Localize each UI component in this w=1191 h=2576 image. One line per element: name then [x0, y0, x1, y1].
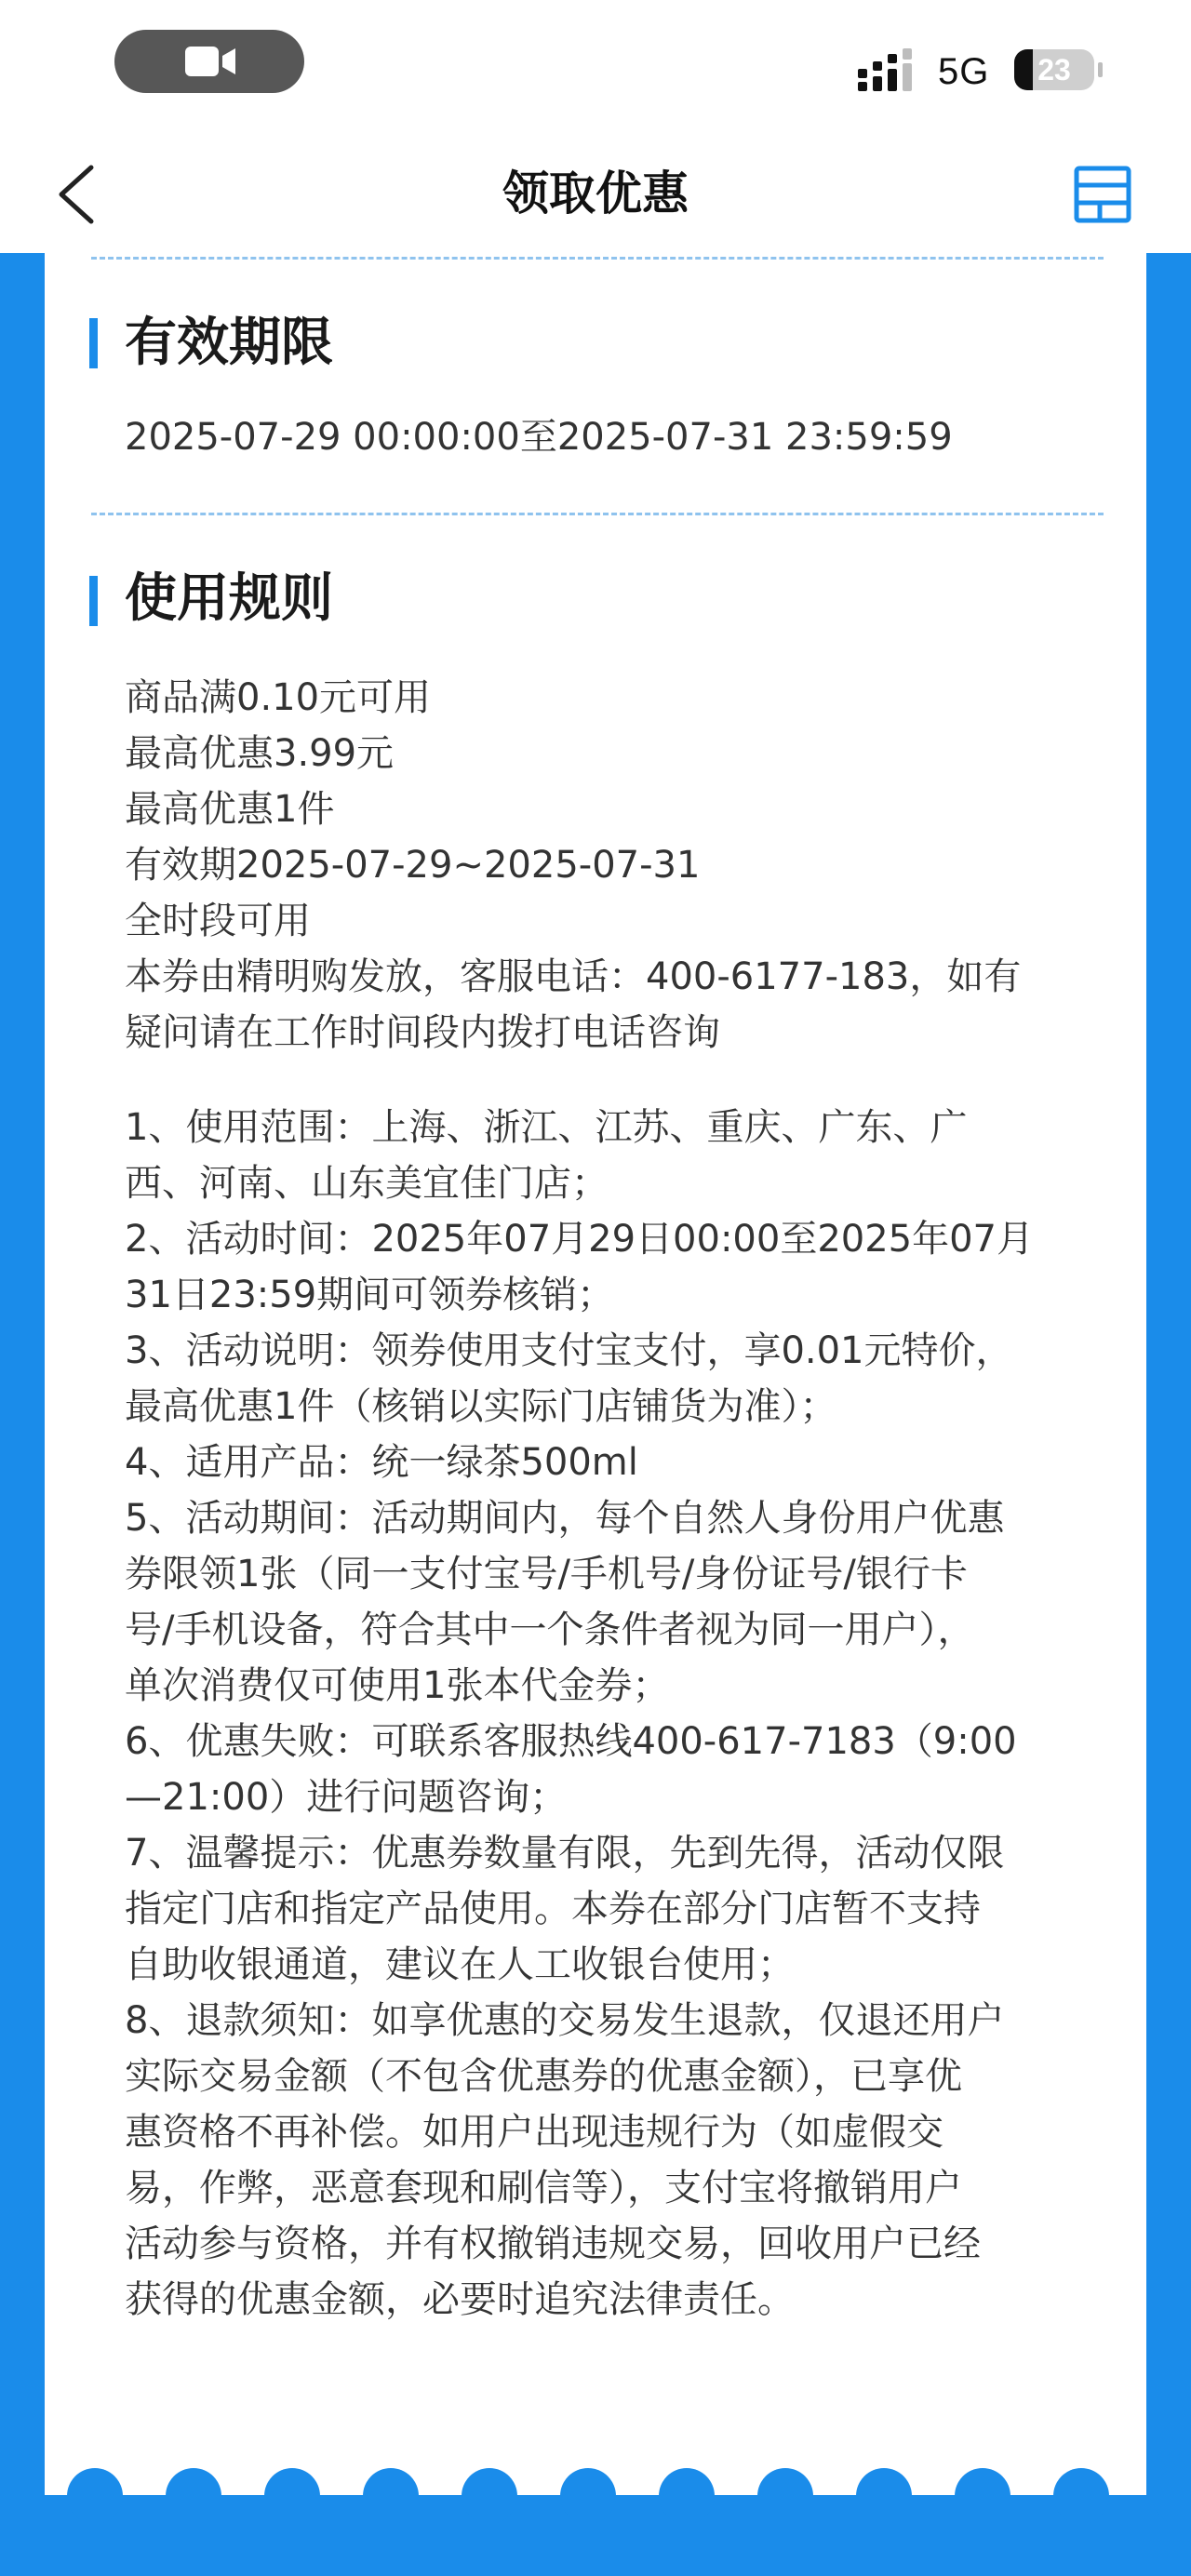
- rule-line: 最高优惠3.99元: [125, 732, 395, 775]
- dashed-divider: [91, 513, 1104, 515]
- scallop: [67, 2468, 123, 2524]
- rule-line: 惠资格不再补偿。如用户出现违规行为（如虚假交: [125, 2111, 943, 2154]
- scallop: [1053, 2468, 1109, 2524]
- rule-line: 易，作弊，恶意套现和刷信等），支付宝将撤销用户: [125, 2167, 962, 2209]
- rule-line: 8、退款须知：如享优惠的交易发生退款，仅退还用户: [125, 1999, 1005, 2042]
- scalloped-edge: [0, 2468, 1191, 2524]
- rule-line: 6、优惠失败：可联系客服热线400-617-7183（9:00: [125, 1720, 1017, 1763]
- rule-line: 自助收银通道，建议在人工收银台使用；: [125, 1943, 795, 1986]
- rule-line: 单次消费仅可使用1张本代金券；: [125, 1664, 670, 1707]
- rules-details: [125, 1100, 1102, 2328]
- section-marker: [89, 576, 98, 626]
- status-bar: [0, 0, 1191, 140]
- rule-line: 1、使用范围：上海、浙江、江苏、重庆、广东、广: [125, 1106, 968, 1149]
- rule-line: 疑问请在工作时间段内拨打电话咨询: [125, 1011, 720, 1054]
- rules-summary: [125, 670, 1102, 1061]
- scallop: [659, 2468, 715, 2524]
- validity-period: 2025-07-29 00:00:00至2025-07-31 23:59:59: [125, 416, 953, 459]
- rules-gap: [125, 1061, 1102, 1100]
- dashed-divider: [91, 257, 1104, 260]
- network-type: 5G: [938, 51, 990, 92]
- rule-line: 获得的优惠金额，必要时追究法律责任。: [125, 2278, 795, 2321]
- section-marker: [89, 318, 98, 368]
- scallop: [166, 2468, 221, 2524]
- rule-line: —21:00）进行问题咨询；: [125, 1776, 568, 1819]
- rule-line: 2、活动时间：2025年07月29日00:00至2025年07月: [125, 1218, 1035, 1261]
- menu-button[interactable]: [1072, 164, 1133, 225]
- page-title: 领取优惠: [502, 167, 689, 220]
- rules-heading: 使用规则: [125, 568, 333, 629]
- battery-nub: [1098, 62, 1103, 77]
- rule-line: 西、河南、山东美宜佳门店；: [125, 1162, 609, 1205]
- scallop: [955, 2468, 1010, 2524]
- battery-level: 23: [1037, 52, 1071, 87]
- scallop: [560, 2468, 616, 2524]
- scallop: [1152, 2468, 1191, 2524]
- camera-indicator[interactable]: [114, 30, 304, 93]
- rule-line: 券限领1张（同一支付宝号/手机号/身份证号/银行卡: [125, 1553, 968, 1595]
- rule-line: 指定门店和指定产品使用。本券在部分门店暂不支持: [125, 1888, 981, 1930]
- rule-line: 最高优惠1件: [125, 788, 335, 831]
- battery-icon: [1014, 49, 1094, 90]
- rule-line: 本券由精明购发放，客服电话：400-6177-183，如有: [125, 955, 1022, 998]
- scallop: [462, 2468, 517, 2524]
- rule-line: 全时段可用: [125, 900, 311, 942]
- rule-line: 商品满0.10元可用: [125, 676, 432, 719]
- rule-line: 有效期2025-07-29~2025-07-31: [125, 844, 701, 887]
- rule-line: 4、适用产品：统一绿茶500ml: [125, 1441, 638, 1484]
- rule-line: 7、温馨提示：优惠券数量有限，先到先得，活动仅限: [125, 1832, 1005, 1875]
- rule-line: 实际交易金额（不包含优惠券的优惠金额），已享优: [125, 2055, 962, 2098]
- rule-line: 最高优惠1件（核销以实际门店铺货为准）；: [125, 1385, 837, 1428]
- coupon-detail-card: [45, 253, 1146, 2495]
- rule-line: 5、活动期间：活动期间内，每个自然人身份用户优惠: [125, 1497, 1005, 1540]
- video-camera-icon: [185, 46, 237, 77]
- rule-line: 3、活动说明：领券使用支付宝支付，享0.01元特价，: [125, 1329, 1013, 1372]
- scallop: [264, 2468, 320, 2524]
- list-box-icon: [1072, 164, 1133, 225]
- validity-heading: 有效期限: [125, 313, 333, 373]
- rules-content: [125, 670, 1102, 2328]
- nav-bar: [0, 140, 1191, 253]
- rule-line: 号/手机设备，符合其中一个条件者视为同一用户），: [125, 1608, 975, 1651]
- rule-line: 活动参与资格，并有权撤销违规交易，回收用户已经: [125, 2222, 981, 2265]
- scallop: [856, 2468, 912, 2524]
- rule-line: 31日23:59期间可领券核销；: [125, 1274, 615, 1316]
- scallop: [757, 2468, 813, 2524]
- scallop: [363, 2468, 419, 2524]
- signal-strength-icon: [858, 48, 929, 93]
